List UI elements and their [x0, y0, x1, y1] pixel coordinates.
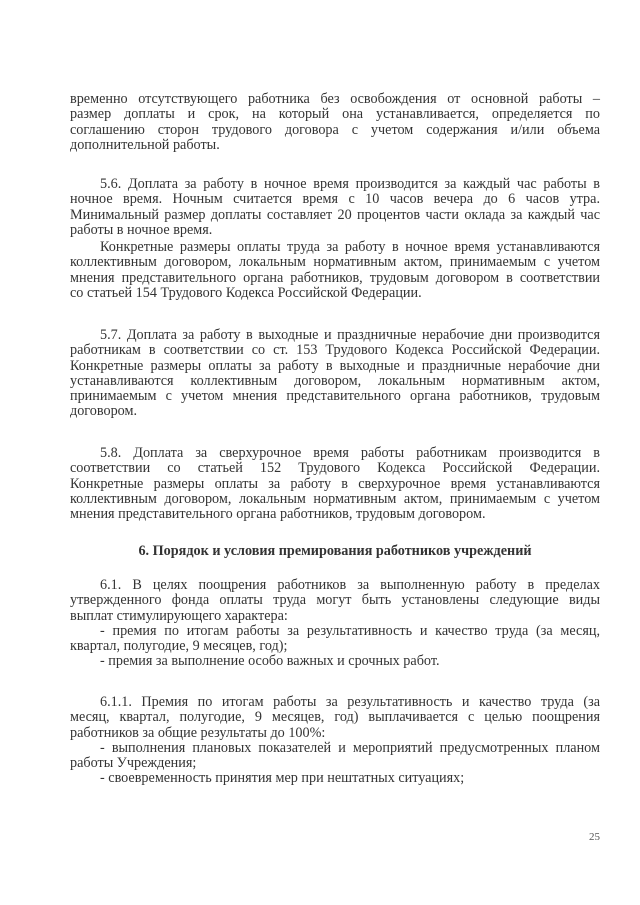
text-line: выплат стимулирующего характера: [70, 607, 288, 624]
text-line: соответствии со статьей 152 Трудового Кодекса Российской Федерации. [70, 460, 600, 477]
text-line: работы Учреждения; [70, 755, 197, 772]
text-line: коллективным договором, локальным нормативным актом, принимаемым с учетом [70, 254, 600, 271]
text-line: размер доплаты и срок, на который она устанавливается, определяется по [70, 106, 600, 123]
list-item: - премия за выполнение особо важных и срочных работ. [100, 653, 440, 670]
text-line: 6.1. В целях поощрения работников за выполненную работу в пределах [100, 577, 600, 593]
text-line: мнения представительного органа работников, трудовым договором. [70, 506, 486, 523]
text-line: ночное время. Ночным считается время с 10 часов вечера до 6 часов утра. [70, 191, 600, 208]
text-line: Минимальный размер доплаты составляет 20 процентов части оклада за каждый час [70, 206, 600, 223]
text-line: соглашению сторон трудового договора с учетом содержания и/или объема [70, 121, 600, 138]
text-line: принимаемым с учетом мнения представительного органа работников, трудовым [70, 388, 600, 405]
page-number: 25 [589, 831, 600, 843]
paragraph-5-7 [70, 328, 600, 420]
text-line: со статьей 154 Трудового Кодекса Российской Федерации. [70, 284, 422, 301]
text-line: мнения представительного органа работников, трудовым договором в соответствии [70, 269, 600, 286]
text-line: устанавливаются коллективным договором, локальным нормативным актом, [70, 372, 600, 389]
text-line: 5.8. Доплата за сверхурочное время работы работникам производится в [100, 445, 600, 461]
text-line: договором. [70, 403, 138, 420]
paragraph-5-8 [70, 446, 600, 522]
list-item: - премия по итогам работы за результативность и качество труда (за месяц, [100, 622, 600, 639]
text-line: Конкретные размеры оплаты за работу в сверхурочное время устанавливаются [70, 475, 600, 492]
paragraph-6-1 [70, 578, 600, 670]
list-item: - выполнения плановых показателей и мероприятий предусмотренных планом [100, 739, 600, 756]
text-line: 6.1.1. Премия по итогам работы за результативность и качество труда (за [100, 694, 600, 710]
paragraph-continuation [70, 92, 600, 153]
text-line: утвержденного фонда оплаты труда могут быть установлены следующие виды [70, 592, 600, 609]
paragraph-5-6-rates [70, 240, 600, 301]
text-line: 5.6. Доплата за работу в ночное время производится за каждый час работы в [100, 176, 600, 192]
text-line: временно отсутствующего работника без освобождения от основной работы – [70, 91, 600, 107]
list-item: - своевременность принятия мер при нештатных ситуациях; [100, 770, 465, 787]
paragraph-5-6 [70, 177, 600, 238]
text-line: коллективным договором, локальным нормативным актом, принимаемым с учетом [70, 490, 600, 507]
paragraph-6-1-1 [70, 695, 600, 787]
text-line: 5.7. Доплата за работу в выходные и праздничные нерабочие дни производится [100, 327, 600, 343]
section-6-heading: 6. Порядок и условия премирования работников учреждений [138, 543, 532, 559]
text-line: квартал, полугодие, 9 месяцев, год); [70, 638, 288, 655]
text-line: Конкретные размеры оплаты труда за работу в ночное время устанавливаются [100, 239, 600, 255]
text-line: дополнительной работы. [70, 136, 220, 153]
text-line: месяц, квартал, полугодие, 9 месяцев, год) выплачивается с целью поощрения [70, 709, 600, 726]
text-line: Конкретные размеры оплаты за работу в выходные и праздничные нерабочие дни [70, 357, 600, 374]
text-line: работникам в соответствии со ст. 153 Трудового Кодекса Российской Федерации. [70, 342, 600, 359]
text-line: работников за общие результаты до 100%: [70, 724, 326, 741]
text-line: работы в ночное время. [70, 221, 213, 238]
